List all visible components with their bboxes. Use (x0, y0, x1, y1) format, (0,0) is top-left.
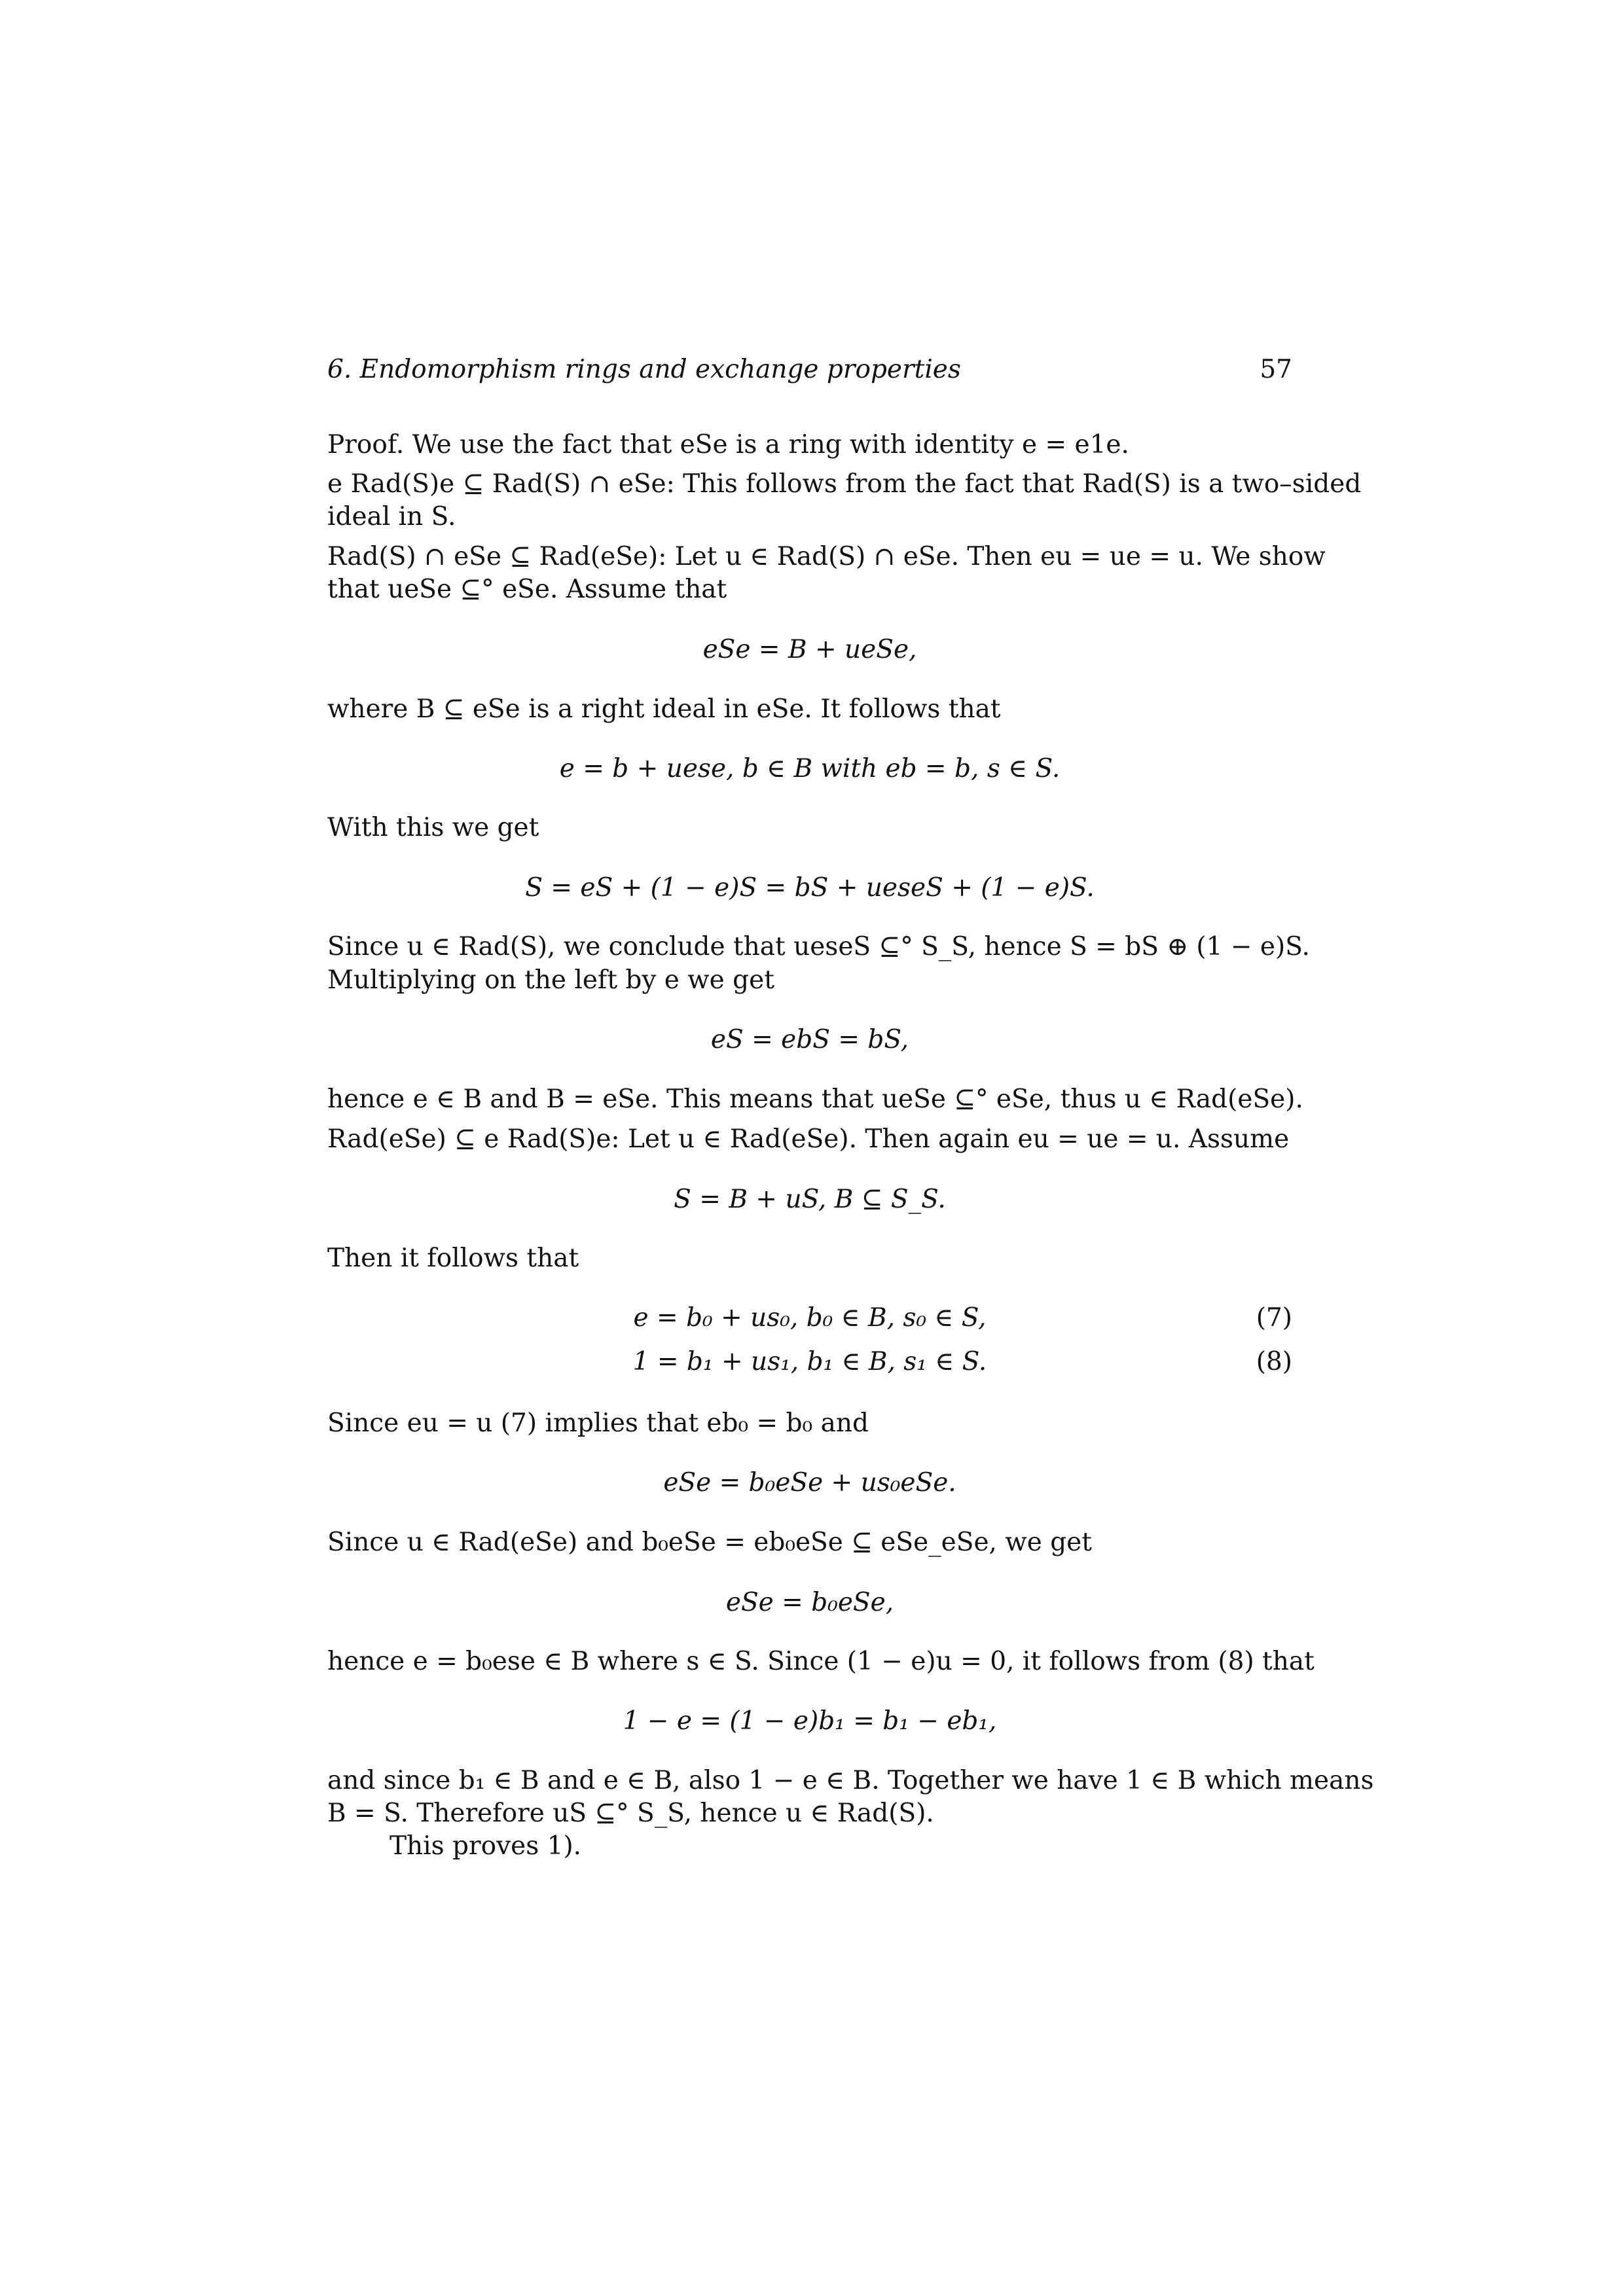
display-equation: eSe = B + ueSe, (702, 635, 917, 664)
text-line: Multiplying on the left by e we get (327, 965, 774, 995)
display-equation: 1 = b₁ + us₁, b₁ ∈ B, s₁ ∈ S. (632, 1347, 987, 1376)
text-line: With this we get (327, 813, 539, 842)
text-line: that ueSe ⊆° eSe. Assume that (327, 575, 727, 604)
text-line: hence e ∈ B and B = eSe. This means that ueSe ⊆° eSe, thus u ∈ Rad(eSe). (327, 1085, 1303, 1114)
text-line: Since eu = u (7) implies that eb₀ = b₀ and (327, 1408, 869, 1438)
display-equation: S = B + uS, B ⊆ S_S. (674, 1185, 946, 1214)
proof-line-1: Proof. We use the fact that eSe is a ring with identity e = e1e. (327, 430, 1129, 459)
equation-number: (7) (1256, 1303, 1292, 1333)
display-equation: eSe = b₀eSe + us₀eSe. (663, 1468, 956, 1498)
display-equation: eSe = b₀eSe, (725, 1588, 894, 1617)
equation-number: (8) (1256, 1347, 1292, 1376)
text-line: hence e = b₀ese ∈ B where s ∈ S. Since (1 − e)u = 0, it follows from (8) that (327, 1647, 1315, 1676)
text-line: where B ⊆ eSe is a right ideal in eSe. It follows that (327, 694, 1001, 724)
text-line: e Rad(S)e ⊆ Rad(S) ∩ eSe: This follows from the fact that Rad(S) is a two–sided (327, 469, 1362, 499)
text-line: Since u ∈ Rad(S), we conclude that ueseS ⊆° S_S, hence S = bS ⊕ (1 − e)S. (327, 932, 1310, 961)
text-line: Since u ∈ Rad(eSe) and b₀eSe = eb₀eSe ⊆ eSe_eSe, we get (327, 1528, 1092, 1557)
display-equation: eS = ebS = bS, (710, 1025, 909, 1054)
page-number: 57 (1260, 355, 1292, 384)
text-line: Rad(eSe) ⊆ e Rad(S)e: Let u ∈ Rad(eSe). Then again eu = ue = u. Assume (327, 1124, 1290, 1154)
display-equation: e = b₀ + us₀, b₀ ∈ B, s₀ ∈ S, (633, 1303, 987, 1333)
text-line: ideal in S. (327, 502, 456, 531)
text-line: B = S. Therefore uS ⊆° S_S, hence u ∈ Rad(S). (327, 1799, 934, 1828)
running-header: 6. Endomorphism rings and exchange properties (327, 355, 961, 384)
display-equation: S = eS + (1 − e)S = bS + ueseS + (1 − e)S. (525, 873, 1095, 903)
text-line: This proves 1). (390, 1831, 582, 1861)
text-line: and since b₁ ∈ B and e ∈ B, also 1 − e ∈ B. Together we have 1 ∈ B which means (327, 1766, 1374, 1795)
display-equation: e = b + uese, b ∈ B with eb = b, s ∈ S. (559, 754, 1061, 783)
display-equation: 1 − e = (1 − e)b₁ = b₁ − eb₁, (623, 1706, 997, 1736)
text-line: Rad(S) ∩ eSe ⊆ Rad(eSe): Let u ∈ Rad(S) ∩ eSe. Then eu = ue = u. We show (327, 542, 1326, 571)
text-line: Then it follows that (327, 1244, 579, 1273)
